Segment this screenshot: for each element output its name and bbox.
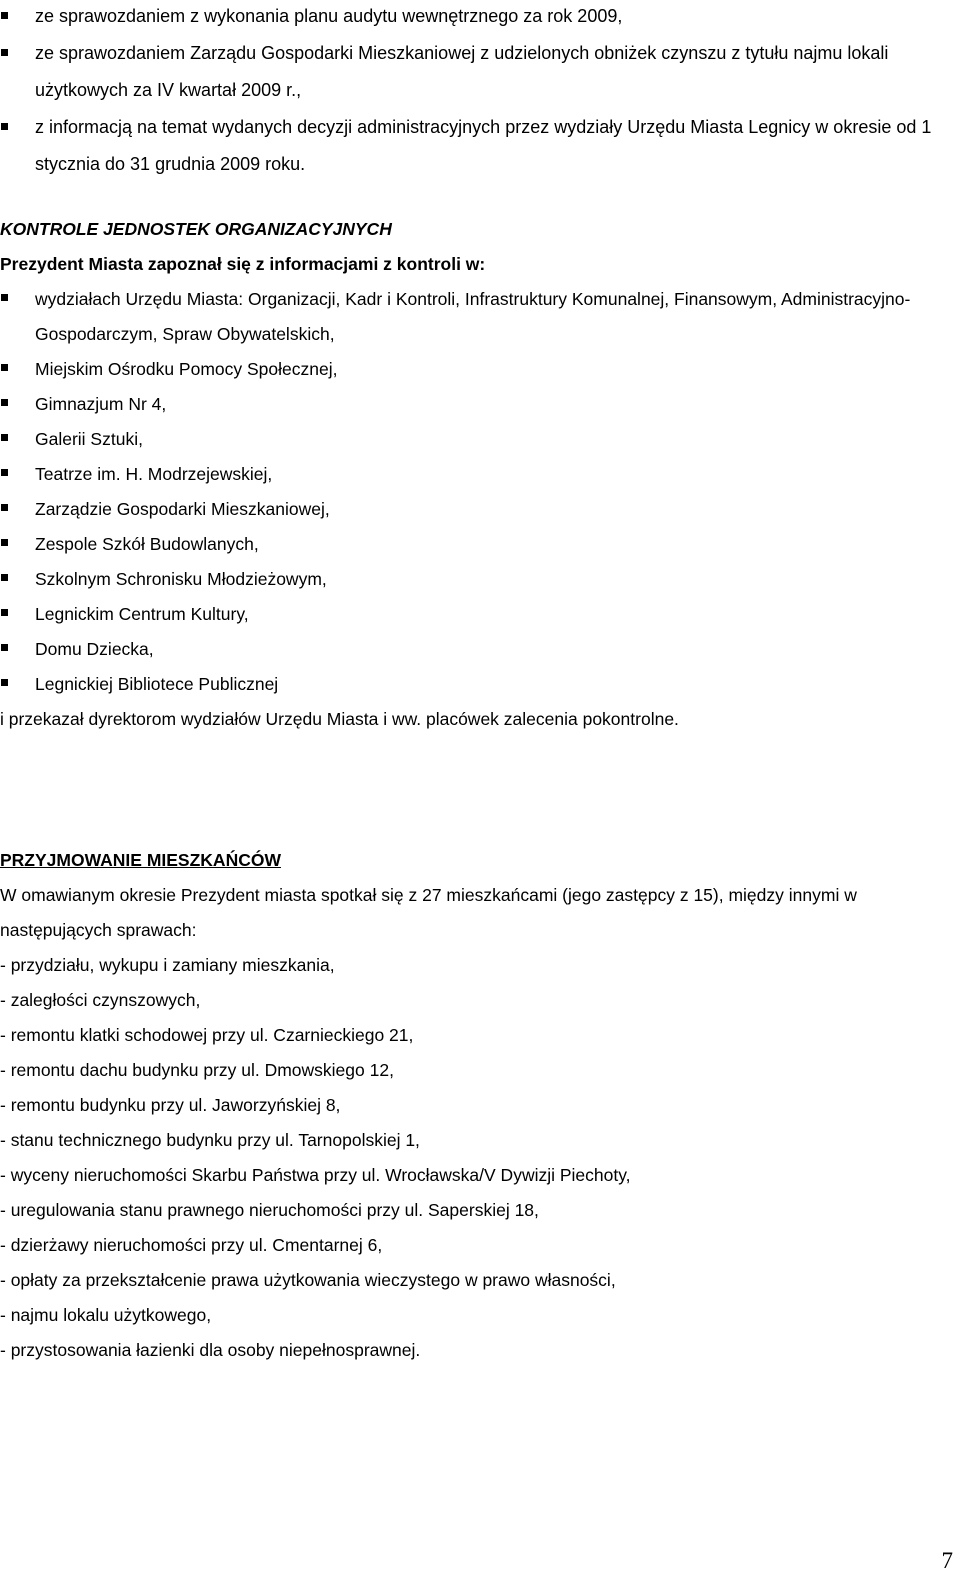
list-item: - opłaty za przekształcenie prawa użytkowania wieczystego w prawo własności, — [0, 1270, 616, 1290]
list-item: - dzierżawy nieruchomości przy ul. Cmentarnej 6, — [0, 1235, 383, 1255]
list-item: z informacją na temat wydanych decyzji administracyjnych przez wydziały Urzędu Miasta Legnicy w okresie od 1 stycznia do 31 grudnia 2009 roku. — [0, 109, 950, 183]
list-item: ze sprawozdaniem z wykonania planu audytu wewnętrznego za rok 2009, — [0, 0, 950, 35]
section-closing: i przekazał dyrektorom wydziałów Urzędu Miasta i ww. placówek zalecenia pokontrolne. — [0, 709, 679, 729]
list-item: - najmu lokalu użytkowego, — [0, 1305, 212, 1325]
sprawy-dash-list — [0, 948, 955, 1368]
list-item: - stanu technicznego budynku przy ul. Tarnopolskiej 1, — [0, 1130, 420, 1150]
list-item: Gimnazjum Nr 4, — [0, 387, 955, 422]
list-item: - przydziału, wykupu i zamiany mieszkania, — [0, 955, 335, 975]
list-item: Szkolnym Schronisku Młodzieżowym, — [0, 562, 955, 597]
list-item: - uregulowania stanu prawnego nieruchomości przy ul. Saperskiej 18, — [0, 1200, 539, 1220]
section-heading: PRZYJMOWANIE MIESZKAŃCÓW — [0, 850, 281, 870]
section-intro: Prezydent Miasta zapoznał się z informacjami z kontroli w: — [0, 254, 486, 274]
list-item: wydziałach Urzędu Miasta: Organizacji, Kadr i Kontroli, Infrastruktury Komunalnej, Finansowym, Administracyjno-Gospodarczym, Spraw Obywatelskich, — [0, 282, 955, 352]
section-heading: KONTROLE JEDNOSTEK ORGANIZACYJNYCH — [0, 219, 392, 239]
list-item: - remontu budynku przy ul. Jaworzyńskiej 8, — [0, 1095, 341, 1115]
list-item: Zespole Szkół Budowlanych, — [0, 527, 955, 562]
section-intro: W omawianym okresie Prezydent miasta spotkał się z 27 mieszkańcami (jego zastępcy z 15), między innymi w następujących sprawach: — [0, 885, 857, 940]
list-item: - remontu klatki schodowej przy ul. Czarnieckiego 21, — [0, 1025, 414, 1045]
list-item: Teatrze im. H. Modrzejewskiej, — [0, 457, 955, 492]
kontrole-bullet-list — [0, 282, 955, 702]
top-bullet-list — [0, 0, 950, 183]
list-item: ze sprawozdaniem Zarządu Gospodarki Mieszkaniowej z udzielonych obniżek czynszu z tytułu najmu lokali użytkowych za IV kwartał 2009 r., — [0, 35, 950, 109]
list-item: Miejskim Ośrodku Pomocy Społecznej, — [0, 352, 955, 387]
list-item: - przystosowania łazienki dla osoby niepełnosprawnej. — [0, 1340, 421, 1360]
section-przyjmowanie — [0, 843, 955, 1368]
list-item: - zaległości czynszowych, — [0, 990, 201, 1010]
list-item: Galerii Sztuki, — [0, 422, 955, 457]
list-item: Domu Dziecka, — [0, 632, 955, 667]
list-item: Legnickim Centrum Kultury, — [0, 597, 955, 632]
section-kontrole — [0, 212, 955, 737]
list-item: - wyceny nieruchomości Skarbu Państwa przy ul. Wrocławska/V Dywizji Piechoty, — [0, 1165, 631, 1185]
list-item: Legnickiej Bibliotece Publicznej — [0, 667, 955, 702]
page-number: 7 — [941, 1548, 953, 1573]
list-item: Zarządzie Gospodarki Mieszkaniowej, — [0, 492, 955, 527]
list-item: - remontu dachu budynku przy ul. Dmowskiego 12, — [0, 1060, 394, 1080]
